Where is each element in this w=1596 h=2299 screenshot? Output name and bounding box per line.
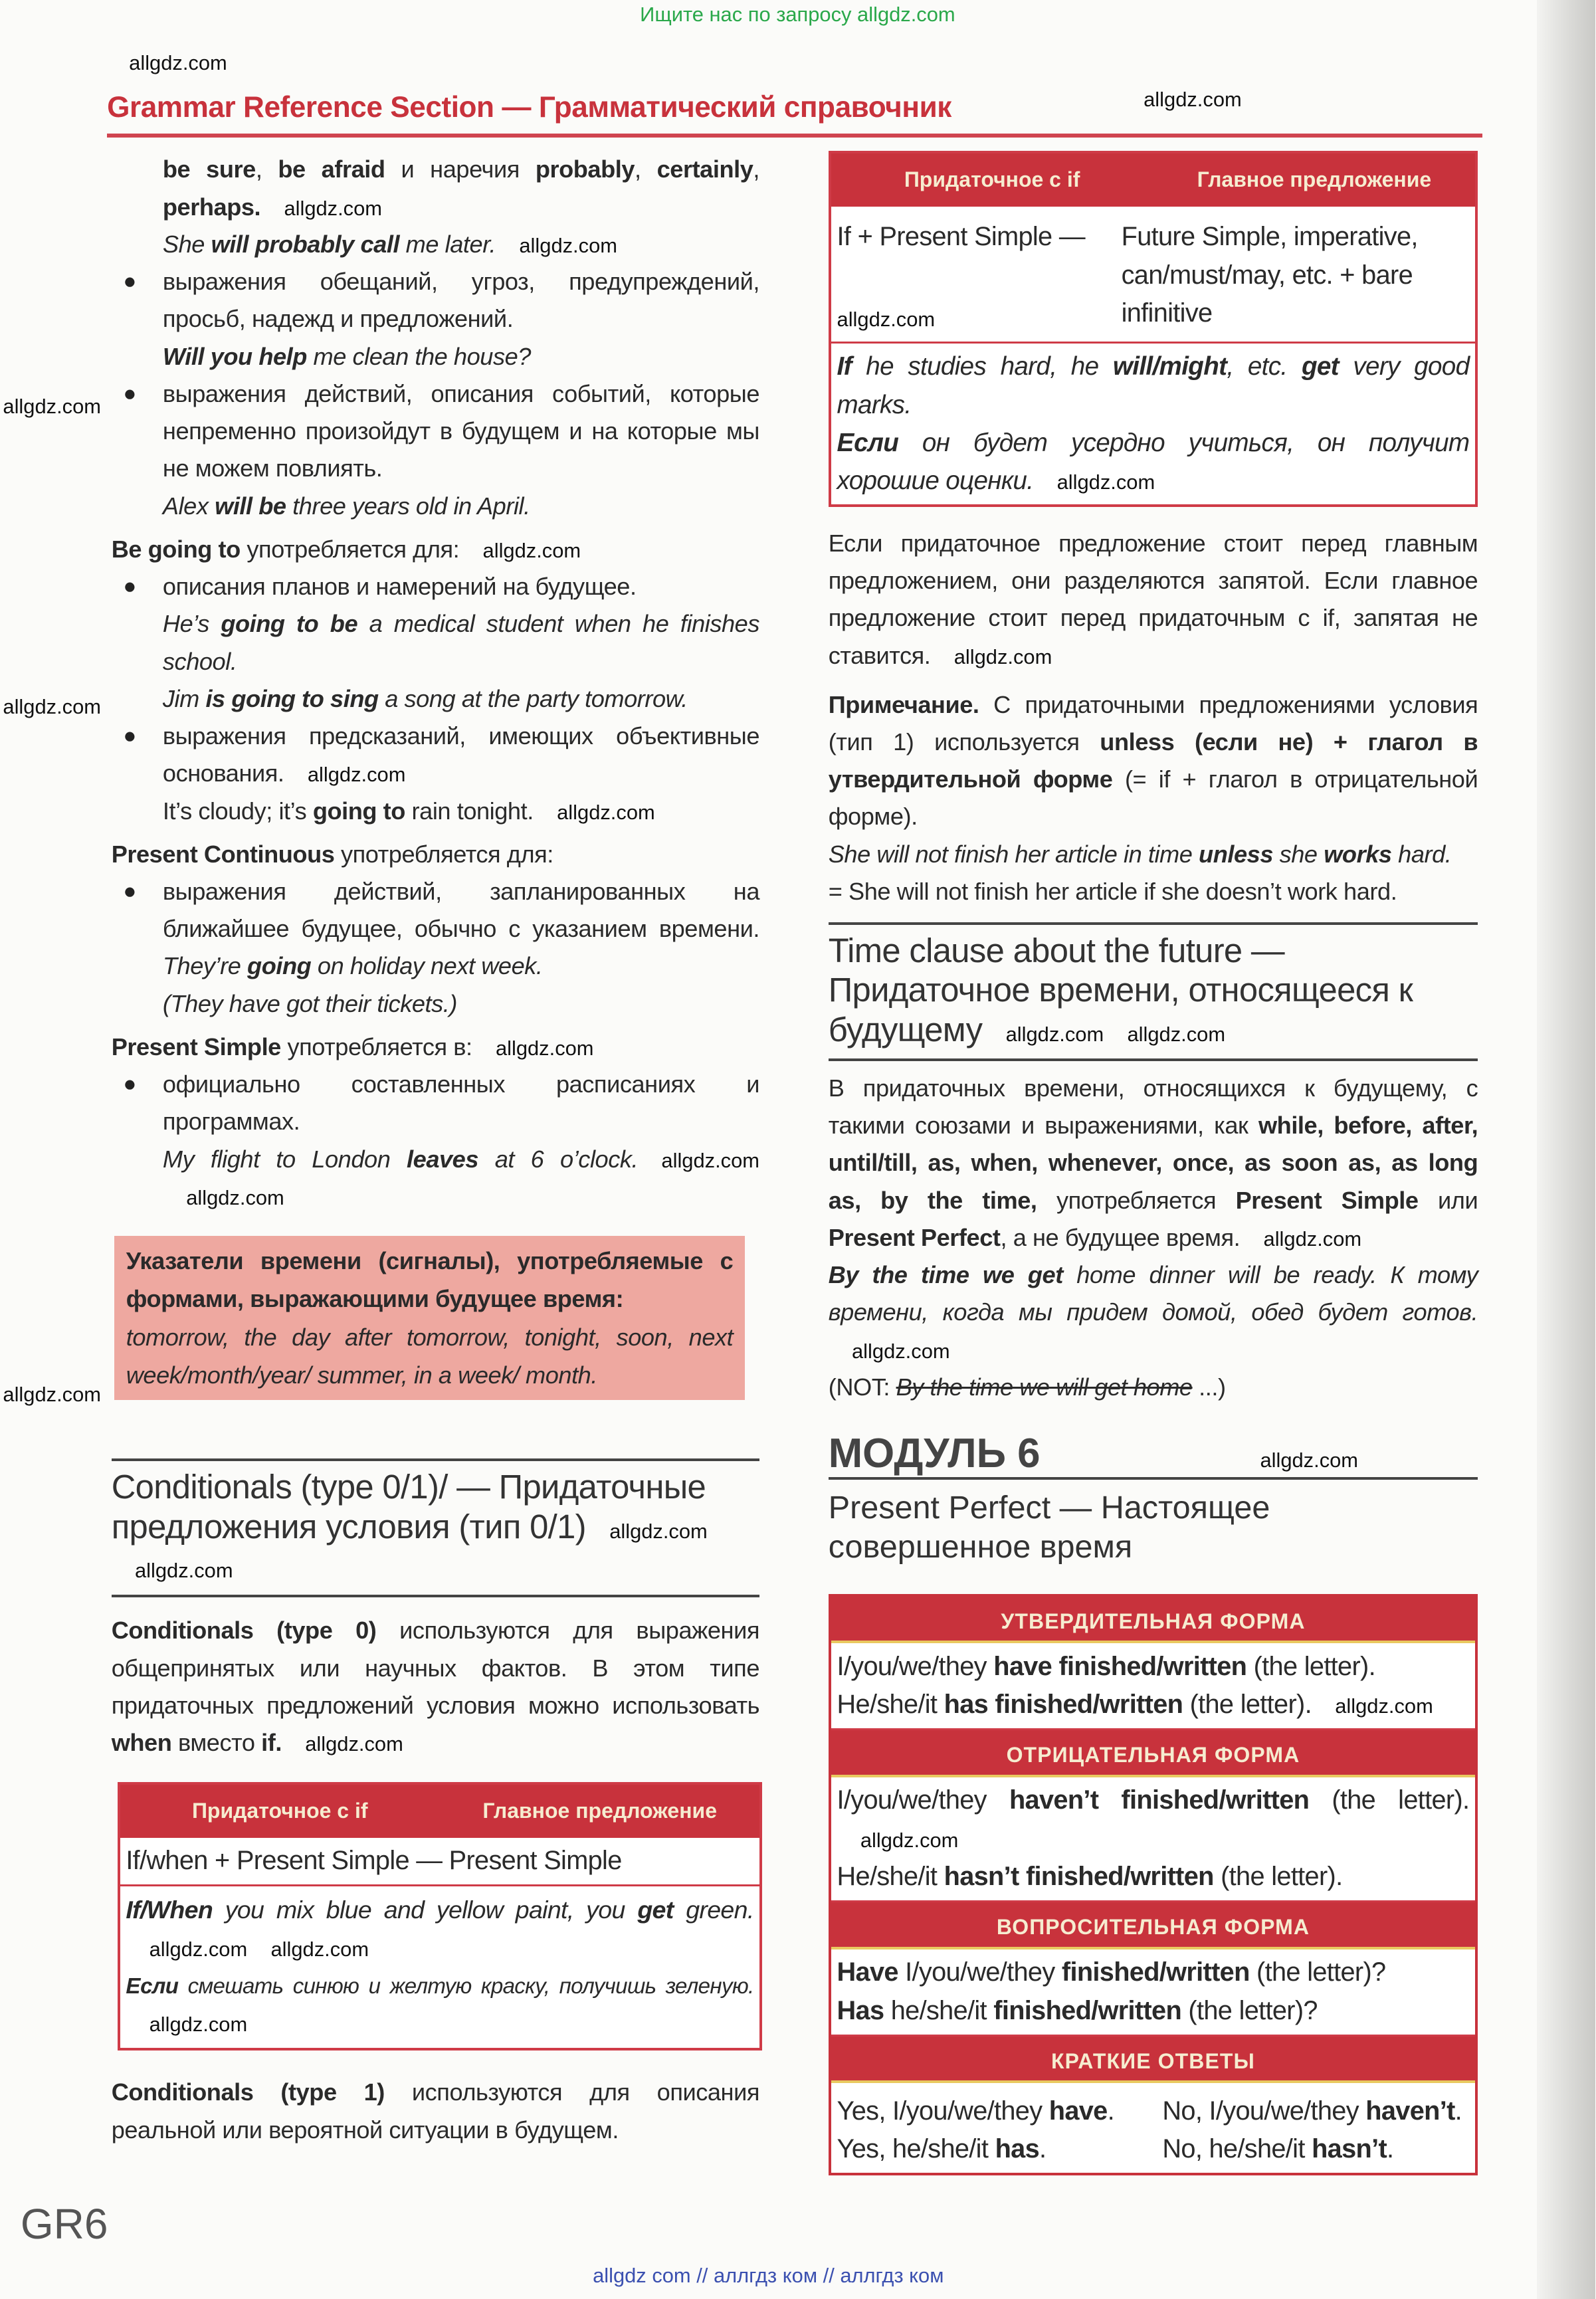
bullet-item (112, 375, 759, 488)
bullet-item (112, 1066, 759, 1141)
conditional-type0-table (118, 1782, 763, 2050)
text-line (837, 1953, 1470, 1991)
text-line (126, 1967, 753, 2044)
text-line (126, 1318, 734, 1395)
text-segment: My flight to London (162, 1145, 407, 1173)
text-segment: me later. (399, 230, 496, 258)
text-segment: используются для выражения общепринятых или научных фактов. В этом типе придаточных предложений условия можно использовать (111, 1617, 759, 1719)
title-divider (107, 134, 1482, 138)
watermark: allgdz.com (1144, 88, 1242, 112)
watermark: allgdz.com (305, 1732, 403, 1756)
text-segment: three years old in April. (286, 492, 530, 520)
text-segment: He’s (162, 610, 221, 638)
watermark: allgdz.com (270, 1938, 369, 1961)
text-line (112, 151, 759, 226)
text-segment: will/might (1112, 352, 1227, 381)
text-line (829, 836, 1478, 873)
watermark: allgdz.com (149, 2012, 248, 2036)
text-segment: Conditionals (type 1) (111, 2078, 385, 2106)
text-segment: a song at the party tomorrow. (378, 684, 688, 712)
watermark: allgdz.com (134, 1559, 233, 1583)
formula-row (831, 207, 1476, 344)
time-signals-box (114, 1236, 745, 1400)
conditionals-type0-text (112, 1612, 759, 1761)
text-segment: (the letter). (1213, 1862, 1343, 1892)
text-segment: = She will not finish her article if she doesn’t work hard. (828, 877, 1397, 905)
watermark: allgdz.com (837, 307, 936, 331)
formula-if-cell (837, 218, 1122, 337)
text-segment: Present Perfect (828, 1223, 1001, 1251)
watermark: allgdz.com (3, 1382, 101, 1406)
text-segment: She (162, 230, 211, 258)
text-segment: By the time we get (828, 1261, 1063, 1289)
text-segment: Yes, he/she/it (837, 2134, 995, 2163)
text-segment: while, before, after, until/till, as, when, whenever, once, as soon as, as long as, by the time, (828, 1112, 1478, 1214)
text-segment: me clean the house? (306, 342, 531, 370)
text-line (829, 1256, 1478, 1369)
formula-if-part: If + Present Simple — (837, 222, 1085, 252)
text-segment: Yes, I/you/we/they (837, 2096, 1049, 2126)
time-clause-heading (829, 922, 1478, 1061)
text-line (112, 793, 759, 830)
affirmative-rows (831, 1643, 1476, 1730)
text-segment: официально составленных расписаниях и программах. (162, 1070, 759, 1136)
text-segment: going to (312, 797, 405, 825)
page-gutter-shadow (1537, 0, 1595, 2299)
text-segment: выражения действий, запланированных на ближайшее будущее, обычно с указанием времени. (162, 877, 759, 943)
text-segment: (= if + глагол в отрицательной форме). (828, 765, 1478, 831)
text-segment: (the letter)? (1249, 1957, 1386, 1987)
text-segment: Conditionals (type 0) (111, 1617, 377, 1645)
text-line (837, 424, 1470, 500)
text-segment: Примечание. (828, 690, 979, 718)
text-segment: probably (535, 155, 635, 183)
text-line (837, 348, 1470, 424)
text-segment: have finished/written (993, 1651, 1247, 1681)
text-segment: be sure (162, 155, 256, 183)
conditional-notes (829, 525, 1478, 910)
watermark: allgdz.com (860, 1828, 959, 1852)
watermark: allgdz.com (3, 694, 101, 718)
usage-heading (112, 531, 759, 568)
text-segment: has finished/written (944, 1690, 1183, 1720)
text-segment: В придаточных времени, относящихся к будущему, с такими союзами и выражениями, как (828, 1074, 1478, 1140)
header-main-clause: Главное предложение (1197, 167, 1432, 192)
text-segment: I/you/we/they (837, 1651, 994, 1681)
text-line (112, 605, 759, 680)
text-segment: finished/written (993, 1995, 1182, 2025)
text-line (829, 873, 1478, 910)
text-line (837, 1648, 1470, 1686)
text-segment: Если (126, 1973, 179, 1999)
text-segment: (the letter)? (1181, 1995, 1318, 2025)
module-subtitle: Present Perfect — Настоящее совершенное время (828, 1489, 1270, 1565)
text-segment: get (1301, 352, 1339, 381)
text-segment: He/she/it (837, 1690, 944, 1720)
text-line (829, 1369, 1478, 1406)
text-line (112, 985, 759, 1023)
text-line (837, 1992, 1470, 2030)
text-segment: I/you/we/they (837, 1785, 1009, 1815)
text-segment: works (1324, 840, 1392, 868)
text-segment: will be (215, 492, 286, 520)
header-if-clause: Придаточное с if (904, 167, 1080, 192)
usage-heading (112, 1029, 759, 1066)
text-segment: Alex (162, 492, 215, 520)
text-segment: very good marks. (837, 352, 1470, 419)
short-answers-yes (837, 2092, 1163, 2169)
negative-header: ОТРИЦАТЕЛЬНАЯ ФОРМА (831, 1730, 1476, 1777)
text-segment: (the letter). (1309, 1785, 1470, 1815)
watermark: allgdz.com (953, 645, 1052, 668)
text-segment: be afraid (278, 155, 385, 183)
text-segment: It’s cloudy; it’s (162, 797, 313, 825)
section-title: Grammar Reference Section — Грамматический справочник (107, 90, 951, 124)
text-segment: (the letter). (1183, 1690, 1312, 1720)
text-segment: is going to sing (205, 684, 379, 712)
text-segment: Has (837, 1995, 884, 2025)
text-segment: Present Simple (1235, 1186, 1419, 1214)
watermark: allgdz.com (1263, 1227, 1362, 1250)
text-segment: , (255, 155, 278, 183)
text-segment: perhaps. (162, 193, 261, 221)
text-segment: Will you help (162, 342, 307, 370)
text-segment: вместо (171, 1729, 262, 1757)
text-segment: I/you/we/they (898, 1957, 1062, 1987)
watermark: allgdz.com (609, 1519, 708, 1543)
text-line (1162, 2130, 1469, 2168)
text-segment: he studies hard, he (851, 352, 1113, 381)
watermark: allgdz.com (661, 1148, 759, 1172)
footer-links[interactable]: allgdz com // аллгдз ком // аллгдз ком (593, 2263, 944, 2287)
text-segment: . (1387, 2134, 1394, 2163)
text-line (112, 226, 759, 263)
left-column (112, 151, 759, 2149)
text-segment: at 6 o’clock. (478, 1145, 639, 1173)
text-segment: (the letter). (1247, 1651, 1375, 1681)
text-segment: if. (261, 1729, 282, 1757)
text-segment: tomorrow, the day after tomorrow, tonight, soon, next week/month/year/ summer, in a week/ month. (126, 1323, 734, 1389)
top-note[interactable]: Ищите нас по запросу allgdz.com (640, 3, 955, 27)
text-segment: going to be (221, 610, 358, 638)
usage-heading (112, 836, 759, 873)
time-clause-text (829, 1070, 1478, 1406)
text-segment: описания планов и намерений на будущее. (162, 573, 637, 600)
header-main-clause: Главное предложение (482, 1799, 717, 1823)
text-segment: he/she/it (884, 1995, 994, 2025)
text-segment: , etc. (1227, 352, 1302, 381)
text-segment: он будет усердно учиться, он получит хорошие оценки. (837, 429, 1470, 496)
text-line (837, 1858, 1470, 1896)
right-column (829, 151, 1478, 2175)
present-perfect-table (829, 1594, 1478, 2175)
text-segment: unless (если не) + глагол в утвердительной форме (828, 728, 1478, 793)
text-segment: ...) (1192, 1373, 1226, 1401)
text-segment: употребляется (1037, 1186, 1236, 1214)
table-header (120, 1785, 760, 1837)
bullet-item (112, 718, 759, 793)
affirmative-header: УТВЕРДИТЕЛЬНАЯ ФОРМА (831, 1597, 1476, 1644)
text-segment: Если (837, 429, 899, 458)
text-line (829, 525, 1478, 674)
example-row (831, 344, 1476, 505)
text-segment: Present Simple (111, 1033, 281, 1060)
text-segment: Present Continuous (111, 840, 335, 868)
watermark: allgdz.com (1260, 1448, 1359, 1472)
watermark: allgdz.com (482, 538, 581, 562)
text-segment: Указатели времени (сигналы), употребляемые с формами, выражающими будущее время: (126, 1247, 734, 1313)
formula-row: If/when + Present Simple — Present Simple (120, 1838, 760, 1887)
text-segment: going (247, 952, 312, 980)
text-segment: haven’t finished/written (1009, 1785, 1310, 1815)
watermark: allgdz.com (1127, 1022, 1226, 1046)
watermark: allgdz.com (3, 394, 101, 418)
conditionals-type1-text (112, 2074, 759, 2149)
text-segment: By the time we will get home (896, 1373, 1193, 1401)
text-segment: She will not finish her article in time (828, 840, 1199, 868)
bullet-item (112, 263, 759, 338)
text-segment: Have (837, 1957, 898, 1987)
text-segment: , (635, 155, 657, 183)
text-segment: , а не будущее время. (1000, 1223, 1241, 1251)
text-segment: when (111, 1729, 172, 1757)
watermark: allgdz.com (495, 1036, 594, 1060)
text-segment: haven’t (1365, 2096, 1455, 2126)
text-line (126, 1242, 734, 1318)
text-segment: смешать синюю и желтую краску, получишь зеленую. (178, 1973, 754, 1999)
text-line (112, 680, 759, 718)
negative-rows (831, 1777, 1476, 1902)
short-answers-no (1162, 2092, 1469, 2169)
text-segment: If (837, 352, 852, 381)
watermark: allgdz.com (1056, 470, 1155, 494)
watermark: allgdz.com (284, 196, 383, 220)
text-segment: a medical student when he finishes school. (162, 610, 759, 675)
text-segment: certainly (656, 155, 753, 183)
text-line (112, 1612, 759, 1761)
text-segment: you mix blue and yellow paint, you (213, 1895, 638, 1924)
text-segment: green. (673, 1895, 754, 1924)
text-line (126, 1891, 753, 1967)
text-line (1162, 2092, 1469, 2130)
text-segment: If/When (126, 1895, 213, 1924)
watermark: allgdz.com (519, 233, 617, 257)
table-header (831, 153, 1476, 206)
text-segment: используются для описания реальной или вероятной ситуации в будущем. (111, 2078, 759, 2144)
text-segment: hard. (1391, 840, 1452, 868)
interrogative-header: ВОПРОСИТЕЛЬНАЯ ФОРМА (831, 1902, 1476, 1949)
text-segment: she (1273, 840, 1324, 868)
text-segment: выражения предсказаний, имеющих объективные основания. (162, 722, 759, 787)
text-line (837, 2130, 1148, 2168)
text-segment: и наречия (385, 155, 536, 183)
text-segment: finished/written (1061, 1957, 1250, 1987)
text-segment: или (1418, 1186, 1478, 1214)
text-segment: will probably call (211, 230, 400, 258)
short-answers-rows (831, 2083, 1476, 2173)
text-segment: выражения действий, описания событий, которые непременно произойдут в будущем и на которые мы не можем повлиять. (162, 379, 759, 482)
module-title (829, 1430, 1478, 1480)
page-number: GR6 (20, 2199, 108, 2248)
header-if-clause: Придаточное с if (191, 1799, 368, 1823)
text-line (112, 1141, 759, 1216)
text-segment: С придаточными предложениями условия (тип 1) используется (828, 690, 1478, 755)
text-segment: has (995, 2134, 1039, 2163)
text-segment: , (753, 155, 760, 183)
future-usage-list (112, 151, 759, 1215)
text-line (837, 2092, 1148, 2130)
text-line (112, 488, 759, 525)
text-segment: No, he/she/it (1162, 2134, 1312, 2163)
formula-main-part: Future Simple, imperative, can/must/may, etc. + bare infinitive (1121, 222, 1418, 328)
watermark: allgdz.com (129, 51, 227, 75)
text-line (112, 338, 759, 375)
text-line (837, 1781, 1470, 1858)
conditional-type1-table (829, 151, 1478, 507)
watermark: allgdz.com (557, 800, 655, 824)
bullet-item (112, 568, 759, 605)
text-segment: unless (1199, 840, 1273, 868)
text-segment: употребляется в: (280, 1033, 472, 1060)
watermark: allgdz.com (149, 1938, 248, 1961)
watermark: allgdz.com (1005, 1022, 1104, 1046)
interrogative-rows (831, 1949, 1476, 2037)
text-segment: home dinner will be ready. К тому времени, когда мы придем домой, обед будет готов. (828, 1261, 1478, 1326)
module-title-text: МОДУЛЬ 6 (828, 1430, 1041, 1476)
time-clause-heading-text: Time clause about the future — Придаточное времени, относящееся к будущему (828, 931, 1413, 1049)
text-segment: выражения обещаний, угроз, предупреждений, просьб, надежд и предложений. (162, 268, 759, 333)
text-segment: (NOT: (828, 1373, 896, 1401)
text-segment: . (1039, 2134, 1047, 2163)
conditionals-heading-text: Conditionals (type 0/1)/ — Придаточные предложения условия (тип 0/1) (111, 1468, 706, 1546)
text-segment: No, I/you/we/they (1162, 2096, 1366, 2126)
text-segment: have (1048, 2096, 1108, 2126)
text-line (829, 686, 1478, 836)
text-segment: hasn’t (1312, 2134, 1387, 2163)
short-answers-header: КРАТКИЕ ОТВЕТЫ (831, 2037, 1476, 2084)
watermark: allgdz.com (186, 1185, 284, 1209)
text-segment: get (637, 1895, 674, 1924)
text-segment: Jim (162, 684, 206, 712)
text-segment: . (1107, 2096, 1114, 2126)
text-segment: He/she/it (837, 1862, 944, 1892)
watermark: allgdz.com (307, 763, 406, 787)
text-segment: They’re (162, 952, 248, 980)
text-segment: rain tonight. (405, 797, 534, 825)
text-segment: on holiday next week. (311, 952, 543, 980)
watermark: allgdz.com (852, 1339, 950, 1363)
bullet-item (112, 873, 759, 985)
text-line (112, 2074, 759, 2149)
text-segment: (They have got their tickets.) (162, 989, 458, 1017)
text-segment: Если придаточное предложение стоит перед главным предложением, они разделяются запятой. Если главное предложение стоит перед придаточным с if, запятая не ставится. (828, 529, 1478, 669)
text-line (829, 1070, 1478, 1256)
text-segment: hasn’t finished/written (944, 1862, 1214, 1892)
text-segment: . (1454, 2096, 1462, 2126)
text-segment: Be going to (111, 535, 241, 563)
conditionals-heading (112, 1458, 759, 1597)
text-line (837, 1686, 1470, 1724)
text-segment: употребляется для: (334, 840, 553, 868)
example-row (120, 1886, 760, 2048)
text-segment: leaves (407, 1145, 479, 1173)
text-segment: употребляется для: (240, 535, 460, 563)
watermark: allgdz.com (1335, 1694, 1433, 1718)
